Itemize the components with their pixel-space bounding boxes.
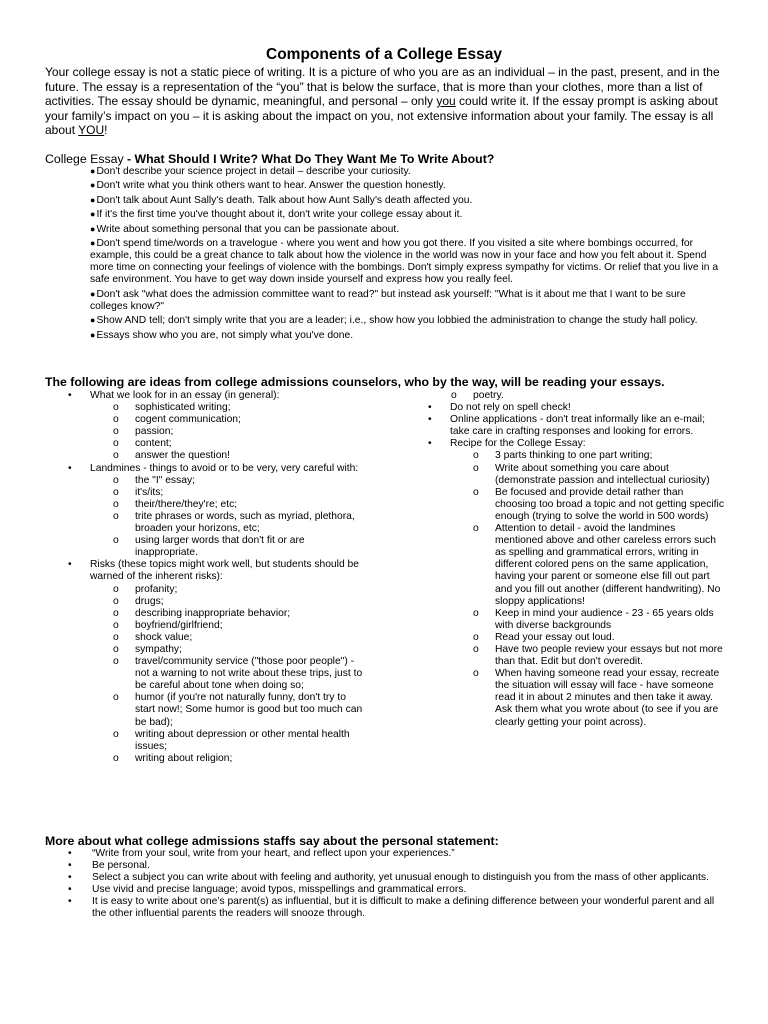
more-item: [68, 896, 728, 920]
sub-bullet-icon: o: [113, 510, 119, 522]
sub-list: [473, 450, 724, 728]
list-item: o poetry.: [451, 390, 504, 401]
sub-item-text: sophisticated writing;: [135, 402, 231, 414]
sub-item: [113, 499, 368, 511]
bullet-icon: •: [68, 462, 72, 474]
sub-item: [113, 632, 368, 644]
bullet-icon: •: [428, 414, 432, 426]
sub-item-text: their/there/they're; etc;: [135, 498, 238, 510]
sub-item: [473, 608, 724, 632]
sub-bullet-icon: o: [113, 656, 119, 668]
bullet-icon: •: [68, 390, 72, 401]
sub-item-text: writing about religion;: [135, 752, 233, 764]
what-list: [90, 165, 722, 343]
sub-item-text: boyfriend/girlfriend;: [135, 619, 223, 631]
sub-item: [473, 523, 724, 608]
sub-bullet-icon: o: [473, 631, 479, 643]
sub-bullet-icon: o: [473, 643, 479, 655]
sub-bullet-icon: o: [473, 462, 479, 474]
sub-item: [113, 426, 368, 438]
more-item: [68, 848, 728, 860]
sub-item: [113, 414, 368, 426]
sub-list: [113, 402, 368, 462]
sub-item: [113, 644, 368, 656]
sub-item: [113, 656, 368, 692]
sub-bullet-icon: o: [113, 438, 119, 450]
bullet-icon: •: [428, 402, 432, 414]
sub-bullet-icon: o: [473, 607, 479, 619]
bullet-icon: •: [68, 848, 72, 859]
sub-item-text: passion;: [135, 426, 174, 438]
sub-list: [113, 475, 368, 560]
sub-bullet-icon: o: [113, 728, 119, 740]
sub-item-text: using larger words that don't fit or are inappropriate.: [135, 535, 305, 559]
sub-item-text: sympathy;: [135, 643, 182, 655]
more-item-text: Use vivid and precise language; avoid typos, misspellings and grammatical errors.: [92, 884, 467, 896]
sub-item-text: shock value;: [135, 631, 193, 643]
sub-item-text: it's/its;: [135, 486, 164, 498]
sub-item-text: Attention to detail - avoid the landmines mentioned above and other careless errors such as spelling and grammatical errors, writing in different colored pens on the same application, having your parent or someone else fill out part and you fill out another (different handwriting). No sloppy applications!: [495, 523, 721, 607]
ideas-left-list: [68, 390, 368, 765]
sub-item-text: Read your essay out loud.: [495, 631, 615, 643]
sub-item-text: Have two people review your essays but not more than that. Edit but don't overedit.: [495, 643, 723, 668]
sub-item-text: describing inappropriate behavior;: [135, 607, 291, 619]
what-item: ● Show AND tell; don't simply write that you are a leader; i.e., show how you lobbied the administration to change the study hall policy.: [90, 314, 722, 327]
sub-item-text: humor (if you're not naturally funny, don't try to start now!; Some humor is good but too much can be bad);: [135, 692, 363, 728]
sub-item: [473, 644, 724, 668]
more-item-text: “Write from your soul, write from your heart, and reflect upon your experiences.”: [92, 848, 455, 859]
sub-item: [113, 620, 368, 632]
sub-bullet-icon: o: [113, 631, 119, 643]
ideas-right-list: [428, 390, 724, 402]
item-text: Risks (these topics might work well, but students should be warned of the inherent risks):: [90, 559, 359, 583]
YOU-underlined: YOU: [78, 123, 105, 137]
bullet-icon: •: [68, 896, 72, 908]
sub-item-text: drugs;: [135, 595, 164, 607]
sub-bullet-icon: o: [113, 595, 119, 607]
sub-bullet-icon: o: [473, 523, 479, 535]
document-title: Components of a College Essay: [266, 46, 502, 63]
ideas-heading: The following are ideas from college admissions counselors, who by the way, will be reading your essays.: [45, 375, 665, 389]
item-text: Online applications - don't treat informally like an e-mail; take care in crafting responses and looking for errors.: [450, 414, 705, 438]
sub-item-text: Keep in mind your audience - 23 - 65 years olds with diverse backgrounds: [495, 607, 714, 631]
sub-bullet-icon: o: [473, 450, 479, 462]
sub-item: [473, 450, 724, 462]
more-item: [68, 884, 728, 896]
ideas-left-column: [68, 390, 368, 765]
what-item: ● If it's the first time you've thought about it, don't write your college essay about it.: [90, 208, 722, 221]
item-text: Landmines - things to avoid or to be very, very careful with:: [90, 462, 359, 474]
more-item-text: Be personal.: [92, 860, 150, 872]
sub-item: [113, 511, 368, 535]
list-item: [68, 463, 368, 560]
sub-bullet-icon: o: [113, 643, 119, 655]
sub-item: [473, 463, 724, 487]
sub-bullet-icon: o: [113, 535, 119, 547]
sub-bullet-icon: o: [113, 498, 119, 510]
sub-item: [113, 450, 368, 462]
more-item: [68, 860, 728, 872]
sub-list: [113, 584, 368, 765]
sub-bullet-icon: o: [113, 402, 119, 414]
sub-item: [473, 668, 724, 728]
sub-item: [113, 729, 368, 753]
list-item: [68, 390, 368, 463]
more-item: [68, 872, 728, 884]
sub-item: [113, 487, 368, 499]
bullet-icon: •: [68, 860, 72, 872]
bullet-icon: •: [68, 559, 72, 571]
sub-bullet-icon: o: [113, 474, 119, 486]
sub-item: [113, 402, 368, 414]
list-item: [68, 559, 368, 765]
sub-item: [113, 692, 368, 728]
item-text: Recipe for the College Essay:: [450, 438, 586, 450]
you-underlined: you: [436, 94, 456, 108]
what-item: ● Write about something personal that you can be passionate about.: [90, 223, 722, 236]
what-item: ● Essays show who you are, not simply what you've done.: [90, 329, 722, 342]
intro-paragraph: Your college essay is not a static piece of writing. It is a picture of who you are as an individual – in the past, present, and in the future. The essay is a representation of the “you” that is below the surface, that is more than your clothes, more than a list of activities. The essay should be dynamic, meaningful, and personal – only you could write it. If the essay prompt is asking about your family’s impact on you – it is asking about the impact on you, not extensive information about your family. The essay is all about YOU!: [45, 65, 720, 137]
sub-item-text: When having someone read your essay, recreate the situation will essay will face - have someone read it in about 2 minutes and then take it away. Ask them what you wrote about (to see if you are clearly getting your point across).: [495, 668, 720, 728]
what-item: ● Don't describe your science project in detail – describe your curiosity.: [90, 165, 722, 178]
sub-item-text: cogent communication;: [135, 414, 241, 426]
sub-item: [473, 487, 724, 523]
sub-item: [113, 438, 368, 450]
sub-bullet-icon: o: [113, 414, 119, 426]
ideas-right-list-main: [428, 402, 724, 729]
sub-bullet-icon: o: [113, 619, 119, 631]
ideas-right-column: [428, 390, 724, 729]
sub-item: [113, 584, 368, 596]
what-heading: College Essay - What Should I Write? What Do They Want Me To Write About?: [45, 152, 495, 166]
more-heading: More about what college admissions staffs say about the personal statement:: [45, 834, 499, 848]
sub-bullet-icon: o: [473, 486, 479, 498]
sub-item-text: answer the question!: [135, 450, 231, 462]
more-list: [68, 848, 728, 921]
sub-bullet-icon: o: [113, 486, 119, 498]
sub-item-text: travel/community service ("those poor people") - not a warning to not write about these trips, just to be careful about tone when doing so;: [135, 656, 363, 692]
item-text: What we look for in an essay (in general):: [90, 390, 280, 401]
list-item: [428, 438, 724, 728]
sub-item-text: writing about depression or other mental health issues;: [135, 728, 350, 752]
sub-bullet-icon: o: [113, 692, 119, 704]
sub-item: [113, 596, 368, 608]
sub-bullet-icon: o: [113, 450, 119, 462]
sub-item: [113, 475, 368, 487]
sub-bullet-icon: o: [473, 668, 479, 680]
sub-item-text: Be focused and provide detail rather than choosing too broad a topic and not getting specific enough (trying to solve the world in 500 words): [495, 486, 724, 522]
item-text: Do not rely on spell check!: [450, 402, 571, 414]
what-item: ● Don't spend time/words on a travelogue - where you went and how you got there. If you visited a site where bombings occurred, for example, this could be a great chance to talk about how the violence in the world was now in your face and how you felt about it. Spend more time on connecting your feelings of violence with the bombings. Don't simply express sympathy for victims. Or relief that you live in a safe environment. You have to get way down inside yourself and express how you really feel.: [90, 237, 722, 286]
what-item: ● Don't talk about Aunt Sally's death. Talk about how Aunt Sally's death affected you.: [90, 194, 722, 207]
list-item: [428, 402, 724, 414]
sub-item-text: trite phrases or words, such as myriad, plethora, broaden your horizons, etc;: [135, 510, 355, 535]
sub-item-text: content;: [135, 438, 172, 450]
bullet-icon: •: [68, 884, 72, 896]
bullet-icon: •: [428, 438, 432, 450]
sub-bullet-icon: o: [113, 426, 119, 438]
what-item: ● Don't write what you think others want to hear. Answer the question honestly.: [90, 179, 722, 192]
sub-bullet-icon: o: [113, 583, 119, 595]
sub-item-text: 3 parts thinking to one part writing;: [495, 450, 653, 462]
sub-item: [113, 753, 368, 765]
what-item: ● Don't ask "what does the admission committee want to read?" but instead ask yourself: "What is it about me that I want to be sure colleges know?": [90, 288, 722, 313]
sub-item: [473, 632, 724, 644]
list-item: [428, 414, 724, 438]
sub-item-text: profanity;: [135, 583, 178, 595]
sub-bullet-icon: o: [113, 752, 119, 764]
right-continuation: [428, 390, 724, 402]
sub-item-text: Write about something you care about (demonstrate passion and intellectual curiosity): [495, 462, 710, 486]
more-item-text: It is easy to write about one’s parent(s) as influential, but it is difficult to make a defining difference between your wonderful parent and all the other influential parents the readers will snooze through.: [92, 896, 715, 920]
more-item-text: Select a subject you can write about with feeling and authority, yet unusual enough to distinguish you from the mass of other applicants.: [92, 872, 709, 884]
bullet-icon: •: [68, 872, 72, 884]
sub-item: [113, 608, 368, 620]
sub-item-text: the "I" essay;: [135, 474, 195, 486]
sub-item: [113, 535, 368, 559]
sub-bullet-icon: o: [113, 607, 119, 619]
